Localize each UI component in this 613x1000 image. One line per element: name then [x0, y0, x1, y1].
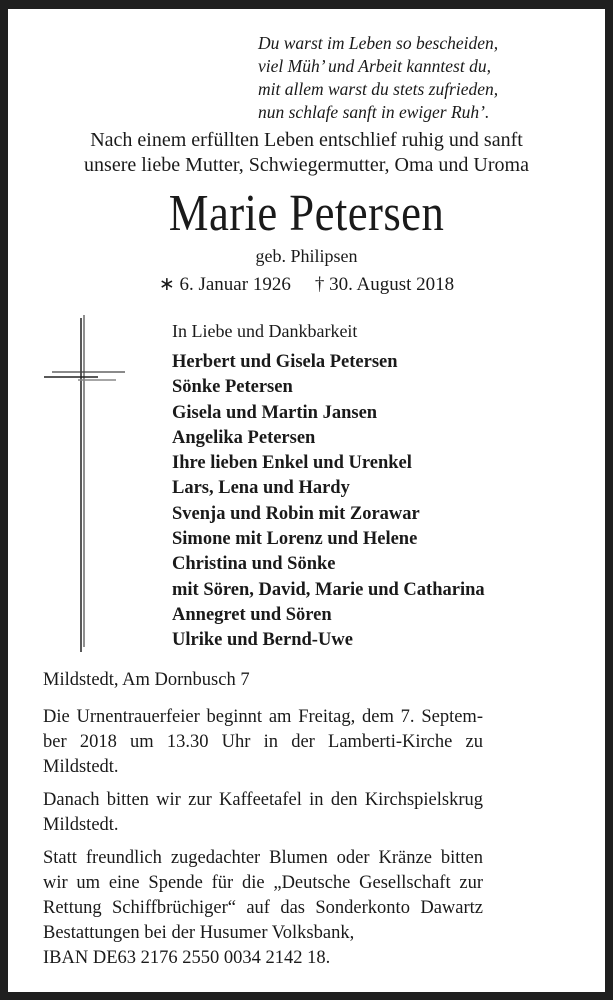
address: Mildstedt, Am Dornbusch 7: [43, 670, 250, 690]
family-member: Annegret und Sören: [172, 604, 332, 625]
funeral-details: [43, 705, 483, 979]
intro-line: unsere liebe Mutter, Schwiegermutter, Oma und Uroma: [84, 154, 529, 176]
family-member: Sönke Petersen: [172, 377, 293, 398]
family-member: Svenja und Robin mit Zorawar: [172, 503, 420, 524]
intro-line: Nach einem erfüllten Leben entschlief ruhig und sanft: [90, 129, 523, 151]
cross-icon: [38, 315, 133, 655]
poem-line: mit allem warst du stets zufrieden,: [258, 79, 499, 99]
poem-line: nun schlafe sanft in ewiger Ruh’.: [258, 102, 490, 122]
family-member: Herbert und Gisela Petersen: [172, 352, 398, 372]
poem-line: viel Müh’ und Arbeit kanntest du,: [258, 56, 491, 76]
family-member: Angelika Petersen: [172, 427, 316, 448]
family-member: Simone mit Lorenz und Helene: [172, 529, 418, 550]
family-member: Lars, Lena und Hardy: [172, 478, 350, 499]
coffee-paragraph: Danach bitten wir zur Kaffeetafel in den Kirchspielskrug Mildstedt.: [43, 790, 483, 835]
intro-text: [0, 128, 613, 178]
family-member: Ulrike und Bernd-Uwe: [172, 630, 353, 651]
poem: [258, 32, 498, 124]
birth-date: ∗ 6. Januar 1926: [158, 274, 291, 295]
iban: IBAN DE63 2176 2550 0034 2142 18.: [43, 948, 331, 968]
family-member: mit Sören, David, Marie und Catharina: [172, 579, 485, 600]
family-member: Gisela und Martin Jansen: [172, 402, 378, 423]
family-list: [172, 350, 485, 654]
deceased-name: Marie Petersen: [168, 185, 445, 242]
life-dates: [0, 272, 613, 298]
birth-name: geb. Philipsen: [255, 246, 358, 266]
family-member: Christina und Sönke: [172, 554, 336, 575]
death-date: † 30. August 2018: [314, 274, 455, 295]
donation-paragraph: Statt freundlich zugedachter Blumen oder Kränze bitten wir um eine Spende für die „Deutsche Gesellschaft zur Rettung Schiffbrüchiger“ auf das Sonderkonto Dawartz Bestattungen bei der Husumer Volksbank,: [43, 848, 483, 943]
poem-line: Du warst im Leben so bescheiden,: [258, 33, 499, 53]
thanks-line: In Liebe und Dankbarkeit: [172, 321, 358, 341]
ceremony-paragraph: Die Urnentrauerfeier beginnt am Freitag, dem 7. September 2018 um 13.30 Uhr in der Lamberti-Kirche zu Mildstedt.: [43, 707, 483, 777]
family-member: Ihre lieben Enkel und Urenkel: [172, 453, 412, 474]
